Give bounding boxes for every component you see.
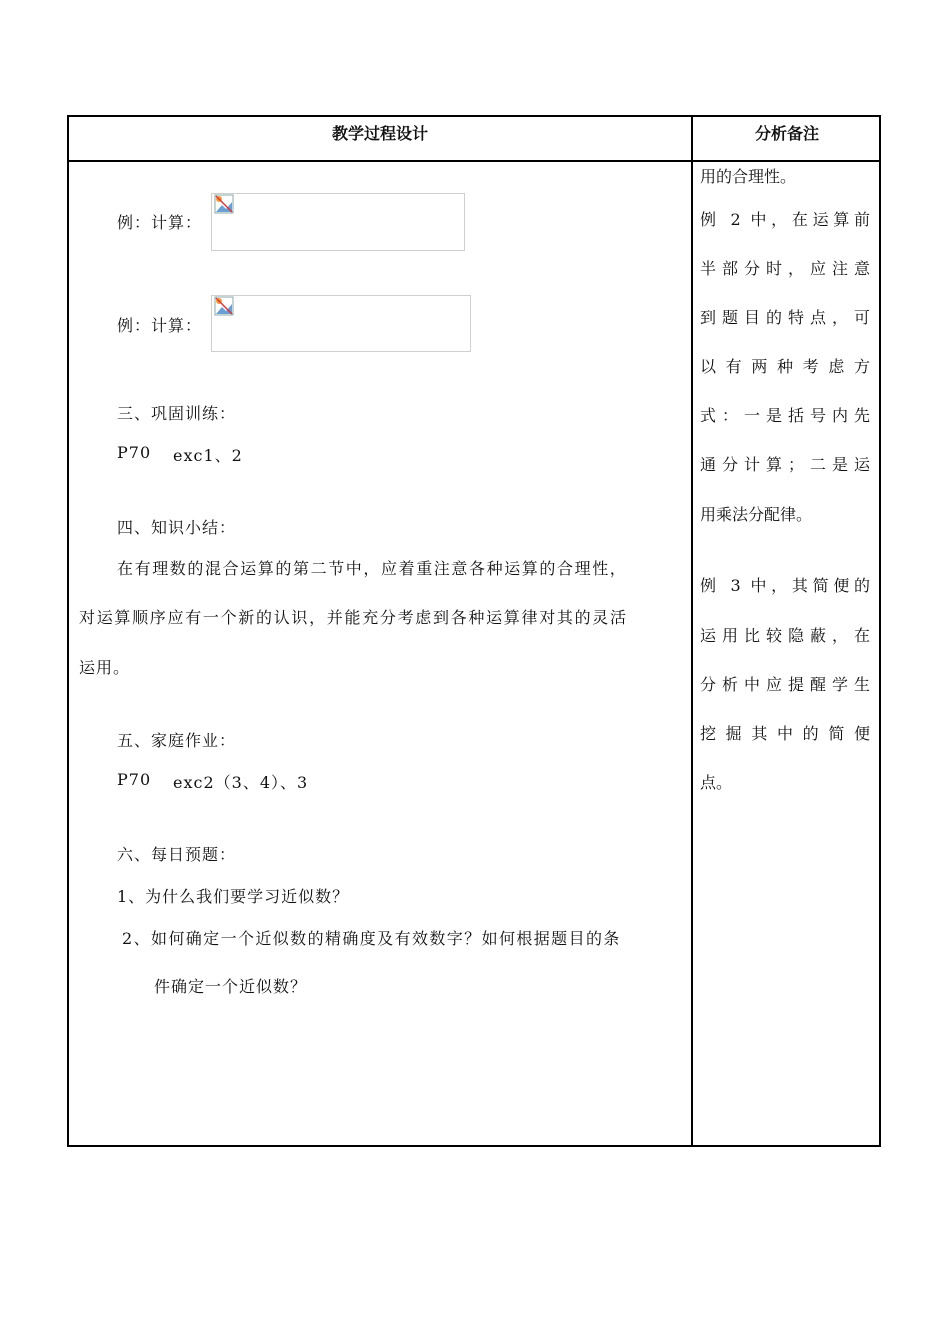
section5-exercises: exc2（3、4）、3	[173, 773, 309, 792]
header-divider	[69, 160, 879, 162]
note-line: 运用比较隐蔽，在	[700, 626, 870, 645]
note-line: 式：一是括号内先	[700, 406, 870, 425]
note-line: 例 2 中，在运算前	[700, 210, 870, 229]
section3-exercises: exc1、2	[173, 446, 243, 465]
summary-line-3: 运用。	[79, 658, 131, 677]
note-line: 以有两种考虑方	[700, 357, 870, 376]
broken-image-icon	[214, 296, 234, 316]
example1-label: 例：计算：	[117, 213, 203, 232]
column-divider	[691, 117, 693, 1145]
formula-image-2	[211, 295, 471, 352]
section6-title: 六、每日预题：	[117, 845, 237, 864]
example2-label: 例：计算：	[117, 316, 203, 335]
header-analysis-notes: 分析备注	[754, 124, 819, 143]
note-line: 通分计算；二是运	[700, 455, 870, 474]
section5-page: P70	[117, 770, 152, 789]
note-line: 点。	[700, 773, 733, 792]
note-line: 用的合理性。	[700, 167, 797, 186]
note-line: 挖掘其中的简便	[700, 724, 870, 743]
section3-title: 三、巩固训练：	[117, 404, 237, 423]
section3-page: P70	[117, 443, 152, 462]
note-line: 用乘法分配律。	[700, 505, 813, 524]
summary-line-2: 对运算顺序应有一个新的认识，并能充分考虑到各种运算律对其的灵活	[79, 608, 628, 627]
note-line: 分析中应提醒学生	[700, 675, 870, 694]
header-teaching-process: 教学过程设计	[331, 124, 428, 143]
broken-image-icon	[214, 194, 234, 214]
note-line: 例 3 中，其简便的	[700, 576, 870, 595]
section5-title: 五、家庭作业：	[117, 731, 237, 750]
preview-question-2-line-1: 2、如何确定一个近似数的精确度及有效数字？如何根据题目的条	[122, 929, 621, 948]
preview-question-1: 1、为什么我们要学习近似数？	[117, 887, 350, 906]
section4-title: 四、知识小结：	[117, 518, 237, 537]
note-line: 半部分时，应注意	[700, 259, 870, 278]
preview-question-2-line-2: 件确定一个近似数？	[154, 977, 308, 996]
formula-image-1	[211, 193, 465, 251]
note-line: 到题目的特点，可	[700, 308, 870, 327]
summary-line-1: 在有理数的混合运算的第二节中，应着重注意各种运算的合理性，	[117, 559, 628, 578]
